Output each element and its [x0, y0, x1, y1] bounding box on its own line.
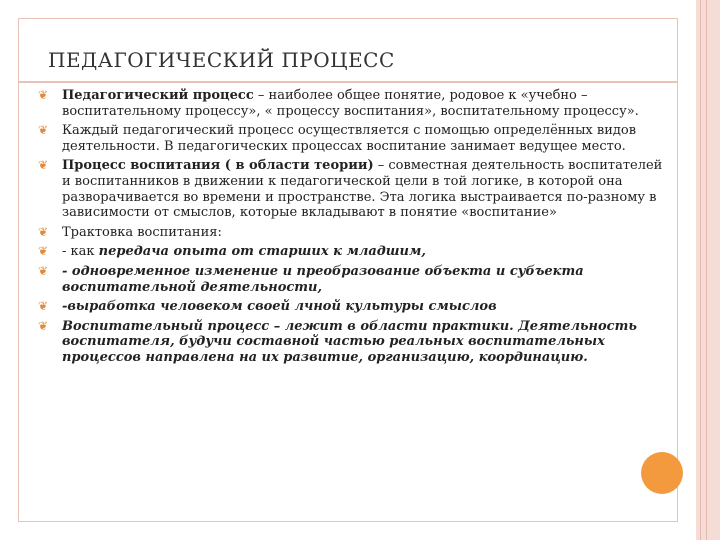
bullet-item: [38, 244, 664, 260]
decorative-border: [696, 0, 720, 540]
bullet-emphasis: -выработка человеком своей лчной культуры смыслов: [62, 299, 497, 315]
bullet-item: [38, 88, 664, 119]
bullet-item: [38, 264, 664, 295]
border-line: [706, 0, 707, 540]
bullet-item: [38, 319, 664, 366]
term: Педагогический процесс: [62, 88, 254, 103]
bullet-text: Трактовка воспитания:: [62, 224, 222, 240]
fleuron-icon: ❦: [38, 123, 49, 138]
decorative-circle: [641, 452, 683, 494]
fleuron-icon: ❦: [38, 88, 49, 102]
bullet-emphasis: передача опыта от старших к младшим,: [98, 244, 426, 260]
fleuron-icon: ❦: [38, 318, 49, 333]
fleuron-icon: ❦: [38, 158, 49, 173]
bullet-list: [38, 88, 664, 366]
bullet-item: [38, 299, 664, 315]
fleuron-icon: ❦: [38, 244, 49, 259]
title-divider: [18, 81, 678, 83]
term: Процесс воспитания ( в области теории): [62, 158, 374, 174]
bullet-item: [38, 158, 664, 220]
bullet-emphasis: - одновременное изменение и преобразование объекта и субъекта воспитательной деятельности,: [62, 263, 584, 295]
fleuron-icon: ❦: [38, 224, 49, 239]
bullet-emphasis: Воспитательный процесс – лежит в области практики. Деятельность воспитателя, будучи составной частью реальных воспитательных процессов направлена на их развитие, организацию, координацию.: [62, 318, 637, 365]
bullet-item: [38, 225, 664, 241]
border-line: [700, 0, 701, 540]
definition: – наиболее общее понятие, родовое к «учебно – воспитательному процессу», « процессу воспитания», воспитательному процессу».: [62, 88, 639, 119]
definition: – совместная деятельность воспитателей и воспитанников в движении к педагогической цели в той логике, в которой она разворачивается во времени и пространстве. Эта логика выстраивается по-разному в зависимости от смыслов, которые вкладывают в понятие «воспитание»: [62, 158, 663, 221]
fleuron-icon: ❦: [38, 299, 49, 314]
fleuron-icon: ❦: [38, 263, 49, 278]
bullet-text: Каждый педагогический процесс осуществляется с помощью определённых видов деятельности. В педагогических процессах воспитание занимает ведущее место.: [62, 123, 637, 154]
slide-title: ПЕДАГОГИЧЕСКИЙ ПРОЦЕСС: [48, 48, 395, 72]
bullet-prefix: - как: [62, 244, 99, 260]
bullet-item: [38, 123, 664, 154]
